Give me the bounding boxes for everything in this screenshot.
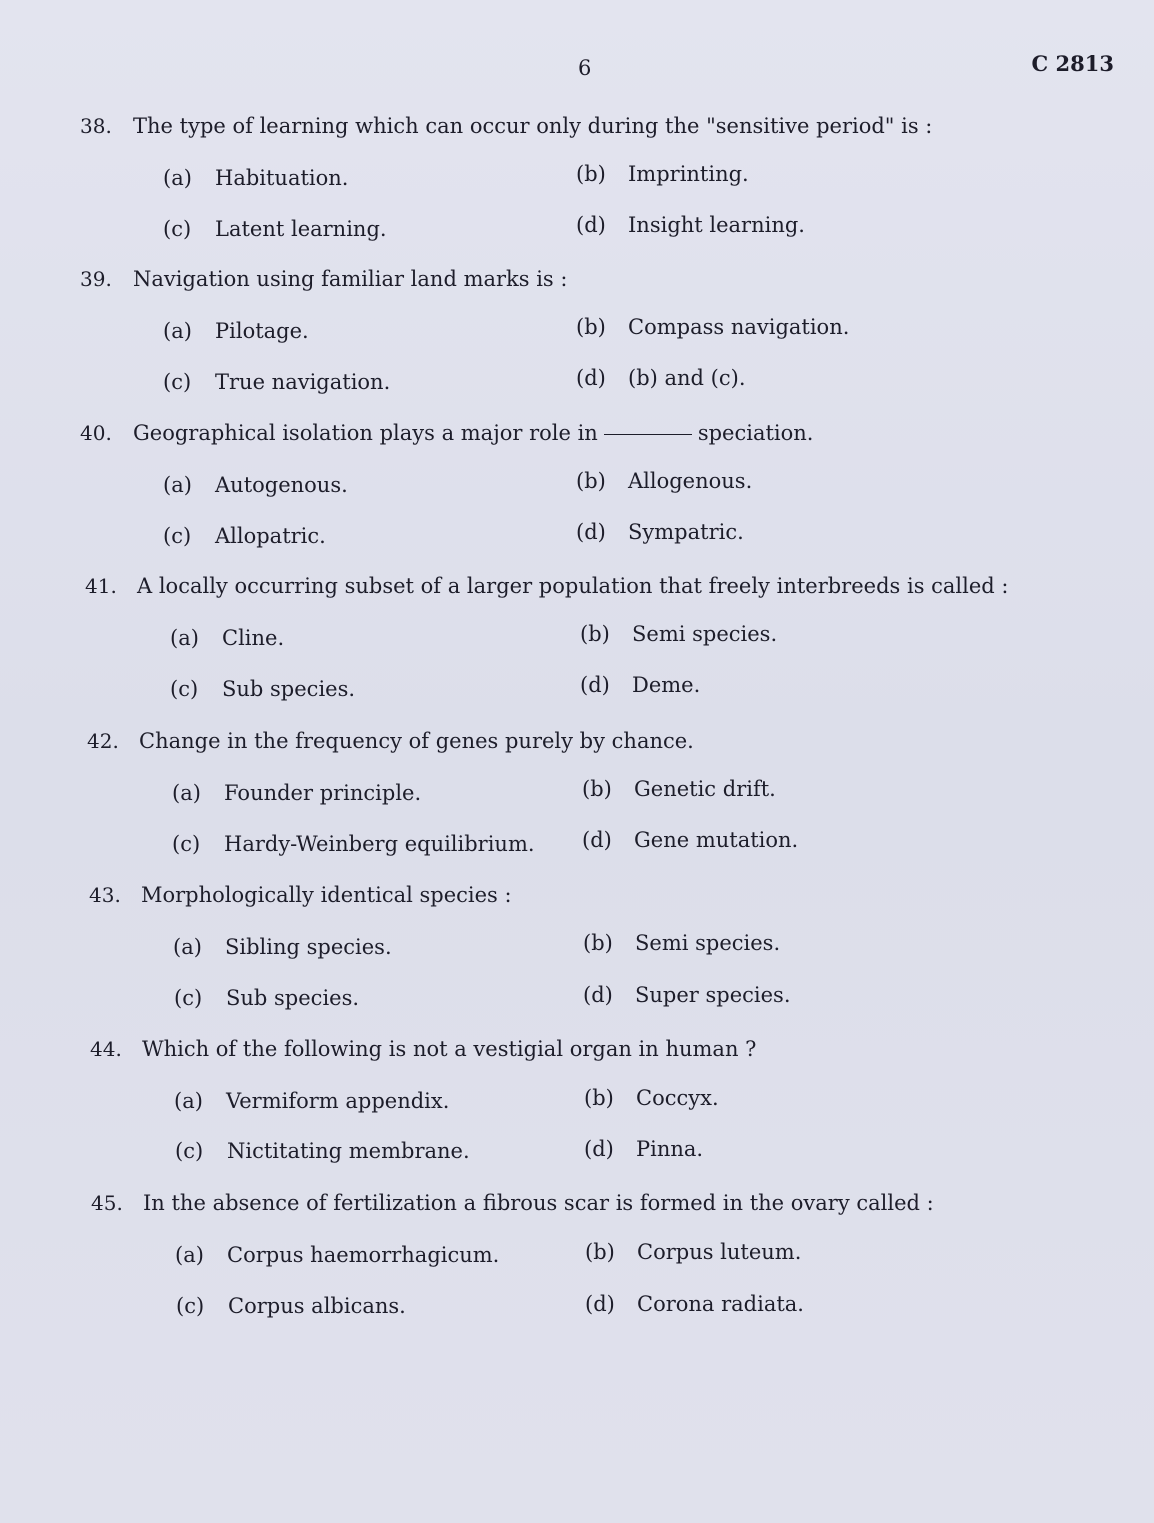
option-label: (d)	[580, 673, 610, 697]
option-text: Sub species.	[226, 986, 360, 1010]
page-number: 6	[578, 56, 592, 80]
option-text: Compass navigation.	[628, 315, 850, 339]
option-label: (a)	[173, 935, 202, 959]
question-text: Change in the frequency of genes purely by chance.	[139, 729, 694, 753]
option-b	[585, 1240, 801, 1264]
question-number: 38.	[80, 114, 112, 138]
option-b	[582, 777, 776, 801]
option-label: (d)	[582, 828, 612, 852]
option-text: Corpus haemorrhagicum.	[227, 1243, 500, 1267]
option-label: (a)	[170, 626, 199, 650]
option-c	[163, 217, 387, 241]
option-d	[582, 828, 798, 852]
question-text: Morphologically identical species :	[141, 883, 512, 907]
option-text: Sub species.	[222, 677, 356, 701]
option-a	[163, 166, 348, 190]
option-text: Corona radiata.	[637, 1292, 804, 1316]
question-number: 39.	[80, 267, 112, 291]
option-label: (c)	[170, 677, 199, 701]
option-d	[580, 673, 700, 697]
option-c	[176, 1294, 406, 1318]
option-d	[583, 983, 791, 1007]
option-label: (c)	[175, 1139, 204, 1163]
option-b	[580, 622, 777, 646]
option-d	[585, 1292, 804, 1316]
option-text: Founder principle.	[224, 781, 422, 805]
option-label: (b)	[576, 315, 606, 339]
option-label: (a)	[174, 1089, 203, 1113]
option-a	[173, 935, 392, 959]
option-label: (d)	[576, 520, 606, 544]
question-text-after: speciation.	[697, 421, 814, 445]
question-45	[0, 1191, 1154, 1351]
question-number: 45.	[91, 1191, 123, 1215]
question-number: 43.	[89, 883, 121, 907]
question-44	[0, 1037, 1154, 1197]
option-label: (a)	[163, 319, 192, 343]
option-text: Semi species.	[632, 622, 778, 646]
option-text: Semi species.	[635, 931, 781, 955]
option-a	[174, 1089, 449, 1113]
option-b	[576, 162, 749, 186]
option-b	[583, 931, 780, 955]
question-number: 40.	[80, 421, 112, 445]
option-label: (d)	[585, 1292, 615, 1316]
question-text-before: Geographical isolation plays a major role in	[133, 421, 598, 445]
option-d	[584, 1137, 703, 1161]
question-text: Which of the following is not a vestigial organ in human ?	[142, 1037, 757, 1061]
option-label: (d)	[584, 1137, 614, 1161]
option-b	[584, 1086, 719, 1110]
option-text: Coccyx.	[636, 1086, 719, 1110]
option-text: Habituation.	[215, 166, 349, 190]
option-a	[163, 319, 309, 343]
option-label: (a)	[163, 473, 192, 497]
option-text: Gene mutation.	[634, 828, 799, 852]
option-c	[163, 524, 326, 548]
option-a	[175, 1243, 499, 1267]
option-label: (b)	[576, 162, 606, 186]
option-label: (c)	[163, 370, 192, 394]
option-text: True navigation.	[215, 370, 391, 394]
option-text: Genetic drift.	[634, 777, 776, 801]
question-text: In the absence of fertilization a fibrous scar is formed in the ovary called :	[143, 1191, 934, 1215]
option-label: (a)	[163, 166, 192, 190]
option-text: Latent learning.	[215, 217, 387, 241]
option-text: Cline.	[222, 626, 285, 650]
option-label: (b)	[576, 469, 606, 493]
question-number: 42.	[87, 729, 119, 753]
option-text: Imprinting.	[628, 162, 749, 186]
option-label: (b)	[583, 931, 613, 955]
option-label: (d)	[583, 983, 613, 1007]
paper-code: C 2813	[1031, 51, 1114, 76]
option-a	[170, 626, 284, 650]
question-41	[0, 574, 1154, 734]
option-text: Pilotage.	[215, 319, 309, 343]
question-text: The type of learning which can occur only during the "sensitive period" is :	[133, 114, 933, 138]
option-label: (b)	[584, 1086, 614, 1110]
option-text: Pinna.	[636, 1137, 704, 1161]
option-b	[576, 469, 752, 493]
option-label: (c)	[176, 1294, 205, 1318]
option-d	[576, 520, 744, 544]
question-42	[0, 729, 1154, 889]
option-label: (a)	[175, 1243, 204, 1267]
option-c	[163, 370, 390, 394]
option-label: (c)	[163, 217, 192, 241]
option-label: (d)	[576, 213, 606, 237]
option-label: (c)	[174, 986, 203, 1010]
option-c	[170, 677, 355, 701]
option-text: Deme.	[632, 673, 701, 697]
question-39	[0, 267, 1154, 427]
question-number: 44.	[90, 1037, 122, 1061]
option-label: (c)	[172, 832, 201, 856]
option-text: Allopatric.	[215, 524, 326, 548]
question-43	[0, 883, 1154, 1043]
option-a	[172, 781, 421, 805]
option-c	[175, 1139, 470, 1163]
option-text: Corpus albicans.	[228, 1294, 406, 1318]
option-label: (a)	[172, 781, 201, 805]
option-text: (b) and (c).	[628, 366, 746, 390]
option-label: (b)	[582, 777, 612, 801]
option-label: (d)	[576, 366, 606, 390]
option-text: Insight learning.	[628, 213, 805, 237]
option-c	[172, 832, 535, 856]
option-text: Corpus luteum.	[637, 1240, 802, 1264]
question-text: Navigation using familiar land marks is :	[133, 267, 568, 291]
question-38	[0, 114, 1154, 274]
option-text: Super species.	[635, 983, 791, 1007]
option-a	[163, 473, 348, 497]
option-text: Vermiform appendix.	[226, 1089, 450, 1113]
option-label: (b)	[580, 622, 610, 646]
option-text: Hardy-Weinberg equilibrium.	[224, 832, 535, 856]
fill-in-blank	[604, 434, 692, 435]
option-c	[174, 986, 359, 1010]
option-text: Sympatric.	[628, 520, 744, 544]
question-40	[0, 421, 1154, 581]
option-d	[576, 213, 805, 237]
option-label: (b)	[585, 1240, 615, 1264]
question-text: A locally occurring subset of a larger population that freely interbreeds is called :	[137, 574, 1009, 598]
option-label: (c)	[163, 524, 192, 548]
option-text: Nictitating membrane.	[227, 1139, 470, 1163]
question-number: 41.	[85, 574, 117, 598]
option-text: Allogenous.	[628, 469, 753, 493]
option-text: Sibling species.	[225, 935, 392, 959]
option-text: Autogenous.	[215, 473, 348, 497]
question-text	[133, 421, 813, 445]
option-d	[576, 366, 746, 390]
option-b	[576, 315, 849, 339]
